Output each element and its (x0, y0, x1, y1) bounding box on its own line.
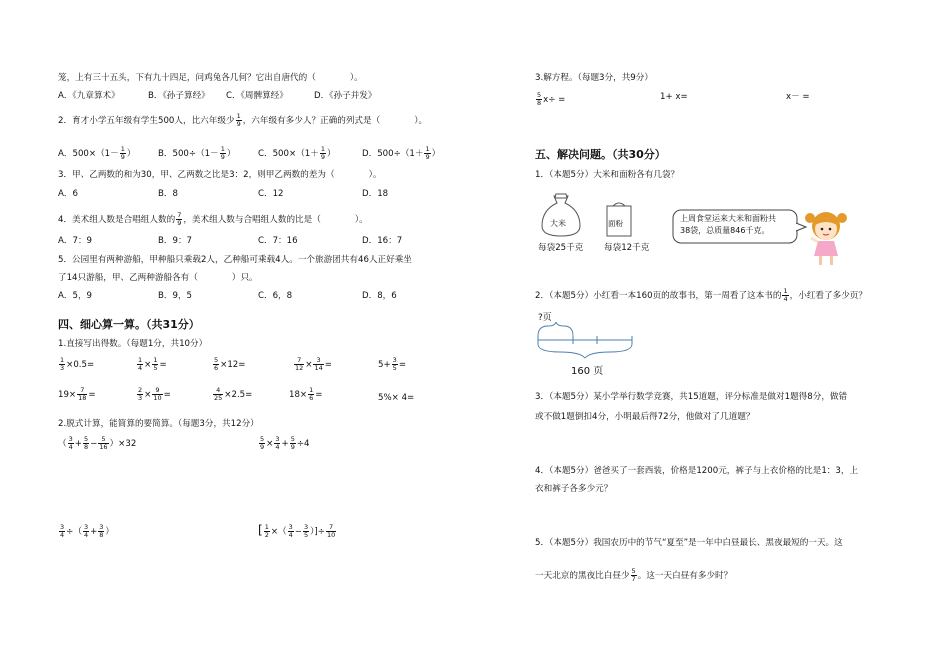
problem-3-line2: 或不做1题倒扣4分，小明最后得72分，他做对了几道题？ (535, 412, 755, 422)
expression-2: $\frac{5}{9}$ × $\frac{3}{4}$ + $\frac{5}{9}$ ÷4 (260, 435, 310, 451)
mental-calc-9: 18× $\frac{1}{6}$ = (289, 386, 323, 402)
problem-4-line2: 衣和裤子各多少元？ (535, 484, 613, 494)
q4-option-a: A．7：9 (58, 236, 93, 246)
q5-option-a: A．5，9 (58, 291, 93, 301)
mental-calc-10: 5%× 4= (378, 393, 415, 403)
s4-q1-instruction: 1.直接写出得数。（每题1分，共10分） (58, 339, 208, 349)
q3-option-c: C．12 (258, 189, 284, 199)
flour-bag-label: 面粉 (608, 219, 623, 228)
diagram-total-label: 160 页 (571, 366, 604, 377)
q5-line2: 了14只游船，甲、乙两种游船各有（ ）只。 (58, 273, 258, 283)
q1-option-b: B．《孙子算经》 (148, 91, 210, 101)
q3-option-d: D．18 (362, 189, 389, 199)
q5-line1: 5．公园里有两种游船，甲种船只乘载2人，乙种船可乘载4人。一个旅游团共有46人正好乘坐 (58, 255, 412, 265)
section5-title: 五、解决问题。（共30分） (535, 148, 666, 161)
girl-avatar (805, 208, 847, 266)
q1-option-c: C．《周髀算经》 (226, 91, 288, 101)
s4-q2-instruction: 2.脱式计算，能简算的要简算。（每题3分，共12分） (58, 419, 259, 429)
mental-calc-1: $\frac{1}{3}$ ×0.5= (60, 356, 95, 372)
flour-bag-caption: 每袋12千克 (604, 243, 650, 253)
problem-5-line1: 5．（本题5分）我国农历中的节气“夏至”是一年中白昼最长、黑夜最短的一天。这 (535, 538, 843, 548)
problem-1-text: 1．（本题5分）大米和面粉各有几袋？ (535, 170, 680, 180)
bubble-text-2: 38袋，总质量846千克。 (680, 226, 770, 235)
segment-diagram (535, 322, 635, 360)
q1-text: 笼，上有三十五头，下有九十四足，问鸡兔各几何？它出自唐代的（ ）。 (58, 73, 363, 83)
rice-sack-label: 大米 (550, 219, 566, 228)
q5-option-d: D．8，6 (362, 291, 397, 301)
mental-calc-6: 19× $\frac{7}{18}$ = (58, 386, 96, 402)
problem-3-line1: 3．（本题5分）某小学举行数学竞赛，共15道题，评分标准是做对1题得8分，做错 (535, 392, 848, 402)
bubble-text-1: 上周食堂运来大米和面粉共 (680, 214, 776, 223)
q1-option-a: A．《九章算术》 (58, 91, 120, 101)
q1-option-d: D．《孙子并发》 (314, 91, 377, 101)
q2-option-c: C．500×（1＋ $\frac{1}{9}$ ） (258, 145, 336, 161)
mental-calc-3: $\frac{5}{6}$ ×12= (214, 356, 246, 372)
expression-3: $\frac{3}{4}$ ÷（ $\frac{3}{4}$ + $\frac{3}{8}$ ） (60, 523, 115, 539)
q2-option-a: A．500×（1－ $\frac{1}{9}$ ） (58, 145, 136, 161)
q5-option-b: B．9，5 (158, 291, 193, 301)
q3-text: 3．甲、乙两数的和为30，甲、乙两数之比是3：2，则甲乙两数的差为（ ）。 (58, 170, 382, 180)
q4-option-c: C．7：16 (258, 236, 298, 246)
problem-2-text: 2．（本题5分）小红看一本160页的故事书，第一周看了这本书的 $\frac{1}{4}$ ，小红看了多少页？ (535, 287, 867, 303)
mental-calc-7: $\frac{2}{3}$ × $\frac{9}{10}$ = (138, 386, 171, 402)
mental-calc-8: $\frac{4}{25}$ ×2.5= (214, 386, 253, 402)
q3-option-b: B．8 (158, 189, 178, 199)
q4-option-b: B．9：7 (158, 236, 193, 246)
q5-option-c: C．6，8 (258, 291, 293, 301)
q2-option-d: D．500÷（1＋ $\frac{1}{9}$ ） (362, 145, 441, 161)
mental-calc-5: 5+ $\frac{3}{5}$ = (378, 356, 407, 372)
problem-4-line1: 4．（本题5分）爸爸买了一套西装，价格是1200元，裤子与上衣价格的比是1：3，上 (535, 466, 859, 476)
equation-2: 1+ x= (660, 92, 688, 102)
q4-text: 4．美术组人数是合唱组人数的 $\frac{7}{9}$ ，美术组人数与合唱组人数的比是（ ）。 (58, 211, 368, 227)
q4-option-d: D．16：7 (362, 236, 403, 246)
expression-1: （ $\frac{3}{4}$ + $\frac{5}{8}$ − $\frac{5}{16}$ ）×32 (58, 435, 137, 451)
q3-option-a: A．6 (58, 189, 78, 199)
q2-option-b: B．500÷（1－ $\frac{1}{9}$ ） (158, 145, 236, 161)
expression-4: [ $\frac{1}{2}$ ×（ $\frac{3}{4}$ − $\frac{3}{5}$ ）]÷ $\frac{7}{10}$ (258, 523, 336, 539)
rice-sack-caption: 每袋25千克 (538, 243, 584, 253)
s4-q3-instruction: 3.解方程。（每题3分，共9分） (535, 73, 653, 83)
problem-5-line2: 一天北京的黑夜比白昼少 $\frac{5}{7}$ 。这一天白昼有多少时？ (535, 567, 733, 583)
equation-1: $\frac{5}{8}$ x÷ = (537, 91, 566, 107)
mental-calc-2: $\frac{1}{4}$ × $\frac{1}{5}$ = (138, 356, 167, 372)
section4-title: 四、细心算一算。（共31分） (58, 318, 200, 331)
rice-sack-icon (536, 190, 586, 238)
equation-3: x－ = (786, 92, 810, 102)
diagram-question-label: ?页 (538, 313, 552, 323)
mental-calc-4: $\frac{7}{12}$ × $\frac{3}{14}$ = (295, 356, 332, 372)
q2-text: 2．育才小学五年级有学生500人，比六年级少 $\frac{1}{9}$ ，六年级有多少人？正确的列式是（ ）。 (58, 112, 428, 128)
